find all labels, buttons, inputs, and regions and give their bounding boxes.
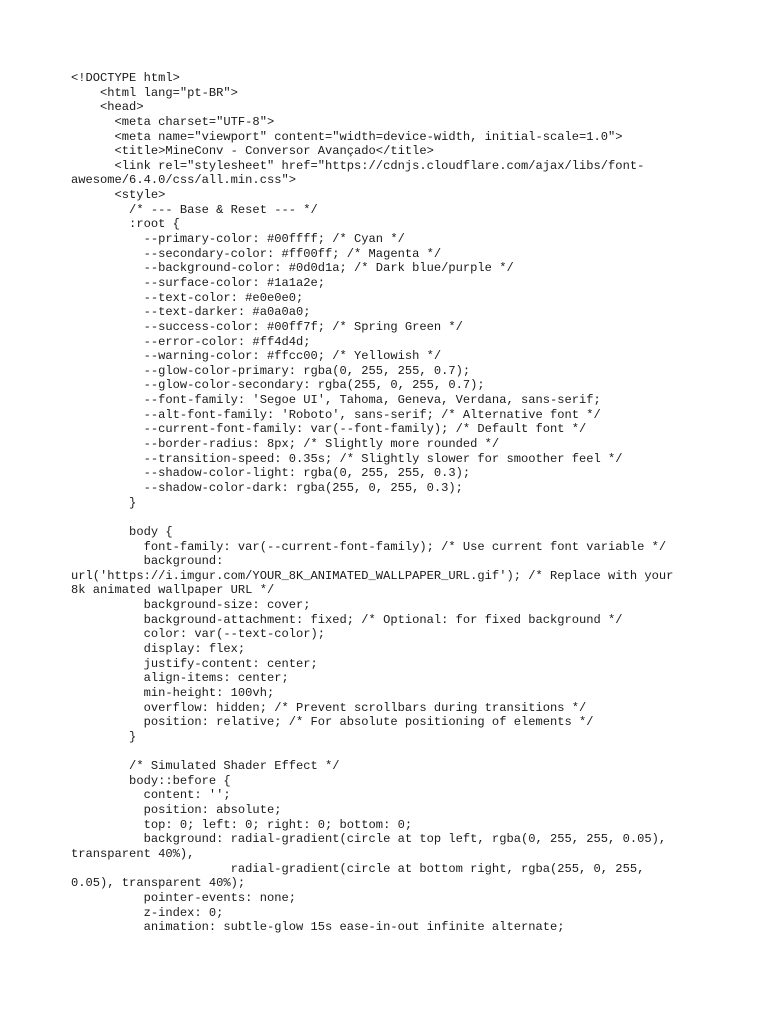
code-line: <style> xyxy=(71,188,166,203)
code-line: --shadow-color-light: rgba(0, 255, 255, 0.3); xyxy=(71,466,471,481)
code-line: --warning-color: #ffcc00; /* Yellowish */ xyxy=(71,349,442,364)
code-line: top: 0; left: 0; right: 0; bottom: 0; xyxy=(71,817,413,832)
code-line: 0.05), transparent 40%); xyxy=(71,876,246,891)
code-document-page xyxy=(71,71,701,935)
code-line: <html lang="pt-BR"> xyxy=(71,85,238,100)
code-line: <!DOCTYPE html> xyxy=(71,71,180,85)
code-line: background-size: cover; xyxy=(71,598,311,613)
code-line: --font-family: 'Segoe UI', Tahoma, Geneva, Verdana, sans-serif; xyxy=(71,393,601,408)
code-line: } xyxy=(71,495,137,510)
code-line: --glow-color-secondary: rgba(255, 0, 255, 0.7); xyxy=(71,378,485,393)
code-line: --success-color: #00ff7f; /* Spring Green */ xyxy=(71,319,463,334)
code-line: align-items: center; xyxy=(71,671,289,686)
code-line: <meta name="viewport" content="width=device-width, initial-scale=1.0"> xyxy=(71,129,623,144)
code-line: --secondary-color: #ff00ff; /* Magenta */ xyxy=(71,246,442,261)
code-line: position: relative; /* For absolute positioning of elements */ xyxy=(71,715,594,730)
code-line: 8k animated wallpaper URL */ xyxy=(71,583,275,598)
code-line: display: flex; xyxy=(71,641,246,656)
code-line: font-family: var(--current-font-family); /* Use current font variable */ xyxy=(71,539,667,554)
code-line: <meta charset="UTF-8"> xyxy=(71,114,275,129)
code-line: body { xyxy=(71,524,173,539)
code-line: --text-color: #e0e0e0; xyxy=(71,290,304,305)
code-line: <title>MineConv - Conversor Avançado</title> xyxy=(71,144,434,159)
code-line: pointer-events: none; xyxy=(71,890,296,905)
code-line: } xyxy=(71,729,137,744)
blank-line xyxy=(71,510,701,525)
code-line: --transition-speed: 0.35s; /* Slightly slower for smoother feel */ xyxy=(71,451,623,466)
code-line: --error-color: #ff4d4d; xyxy=(71,334,311,349)
code-line: url('https://i.imgur.com/YOUR_8K_ANIMATED_WALLPAPER_URL.gif'); /* Replace with your xyxy=(71,568,674,583)
code-line: --current-font-family: var(--font-family); /* Default font */ xyxy=(71,422,587,437)
code-line: justify-content: center; xyxy=(71,656,318,671)
code-line: z-index: 0; xyxy=(71,905,224,920)
code-line: --shadow-color-dark: rgba(255, 0, 255, 0.3); xyxy=(71,480,463,495)
code-line: <head> xyxy=(71,100,144,115)
code-line: content: ''; xyxy=(71,788,231,803)
code-line: position: absolute; xyxy=(71,803,282,818)
code-line: --text-darker: #a0a0a0; xyxy=(71,305,311,320)
code-line: --glow-color-primary: rgba(0, 255, 255, 0.7); xyxy=(71,363,471,378)
code-line: min-height: 100vh; xyxy=(71,685,275,700)
code-line: :root { xyxy=(71,217,180,232)
blank-line xyxy=(71,744,701,759)
code-line: --primary-color: #00ffff; /* Cyan */ xyxy=(71,232,405,247)
code-line: body::before { xyxy=(71,773,231,788)
code-line: --border-radius: 8px; /* Slightly more rounded */ xyxy=(71,437,500,452)
code-line: background-attachment: fixed; /* Optional: for fixed background */ xyxy=(71,612,623,627)
code-line: overflow: hidden; /* Prevent scrollbars during transitions */ xyxy=(71,700,587,715)
code-line: radial-gradient(circle at bottom right, rgba(255, 0, 255, xyxy=(71,861,645,876)
code-line: /* --- Base & Reset --- */ xyxy=(71,202,318,217)
code-line: awesome/6.4.0/css/all.min.css"> xyxy=(71,173,296,188)
code-line: transparent 40%), xyxy=(71,846,195,861)
code-line: /* Simulated Shader Effect */ xyxy=(71,759,340,774)
code-line: --alt-font-family: 'Roboto', sans-serif; /* Alternative font */ xyxy=(71,407,601,422)
code-line: --surface-color: #1a1a2e; xyxy=(71,275,326,290)
code-line: <link rel="stylesheet" href="https://cdnjs.cloudflare.com/ajax/libs/font- xyxy=(71,158,645,173)
code-line: background: radial-gradient(circle at top left, rgba(0, 255, 255, 0.05), xyxy=(71,832,667,847)
code-line: animation: subtle-glow 15s ease-in-out infinite alternate; xyxy=(71,920,565,935)
code-line: background: xyxy=(71,554,224,569)
code-line: color: var(--text-color); xyxy=(71,627,326,642)
code-line: --background-color: #0d0d1a; /* Dark blue/purple */ xyxy=(71,261,514,276)
